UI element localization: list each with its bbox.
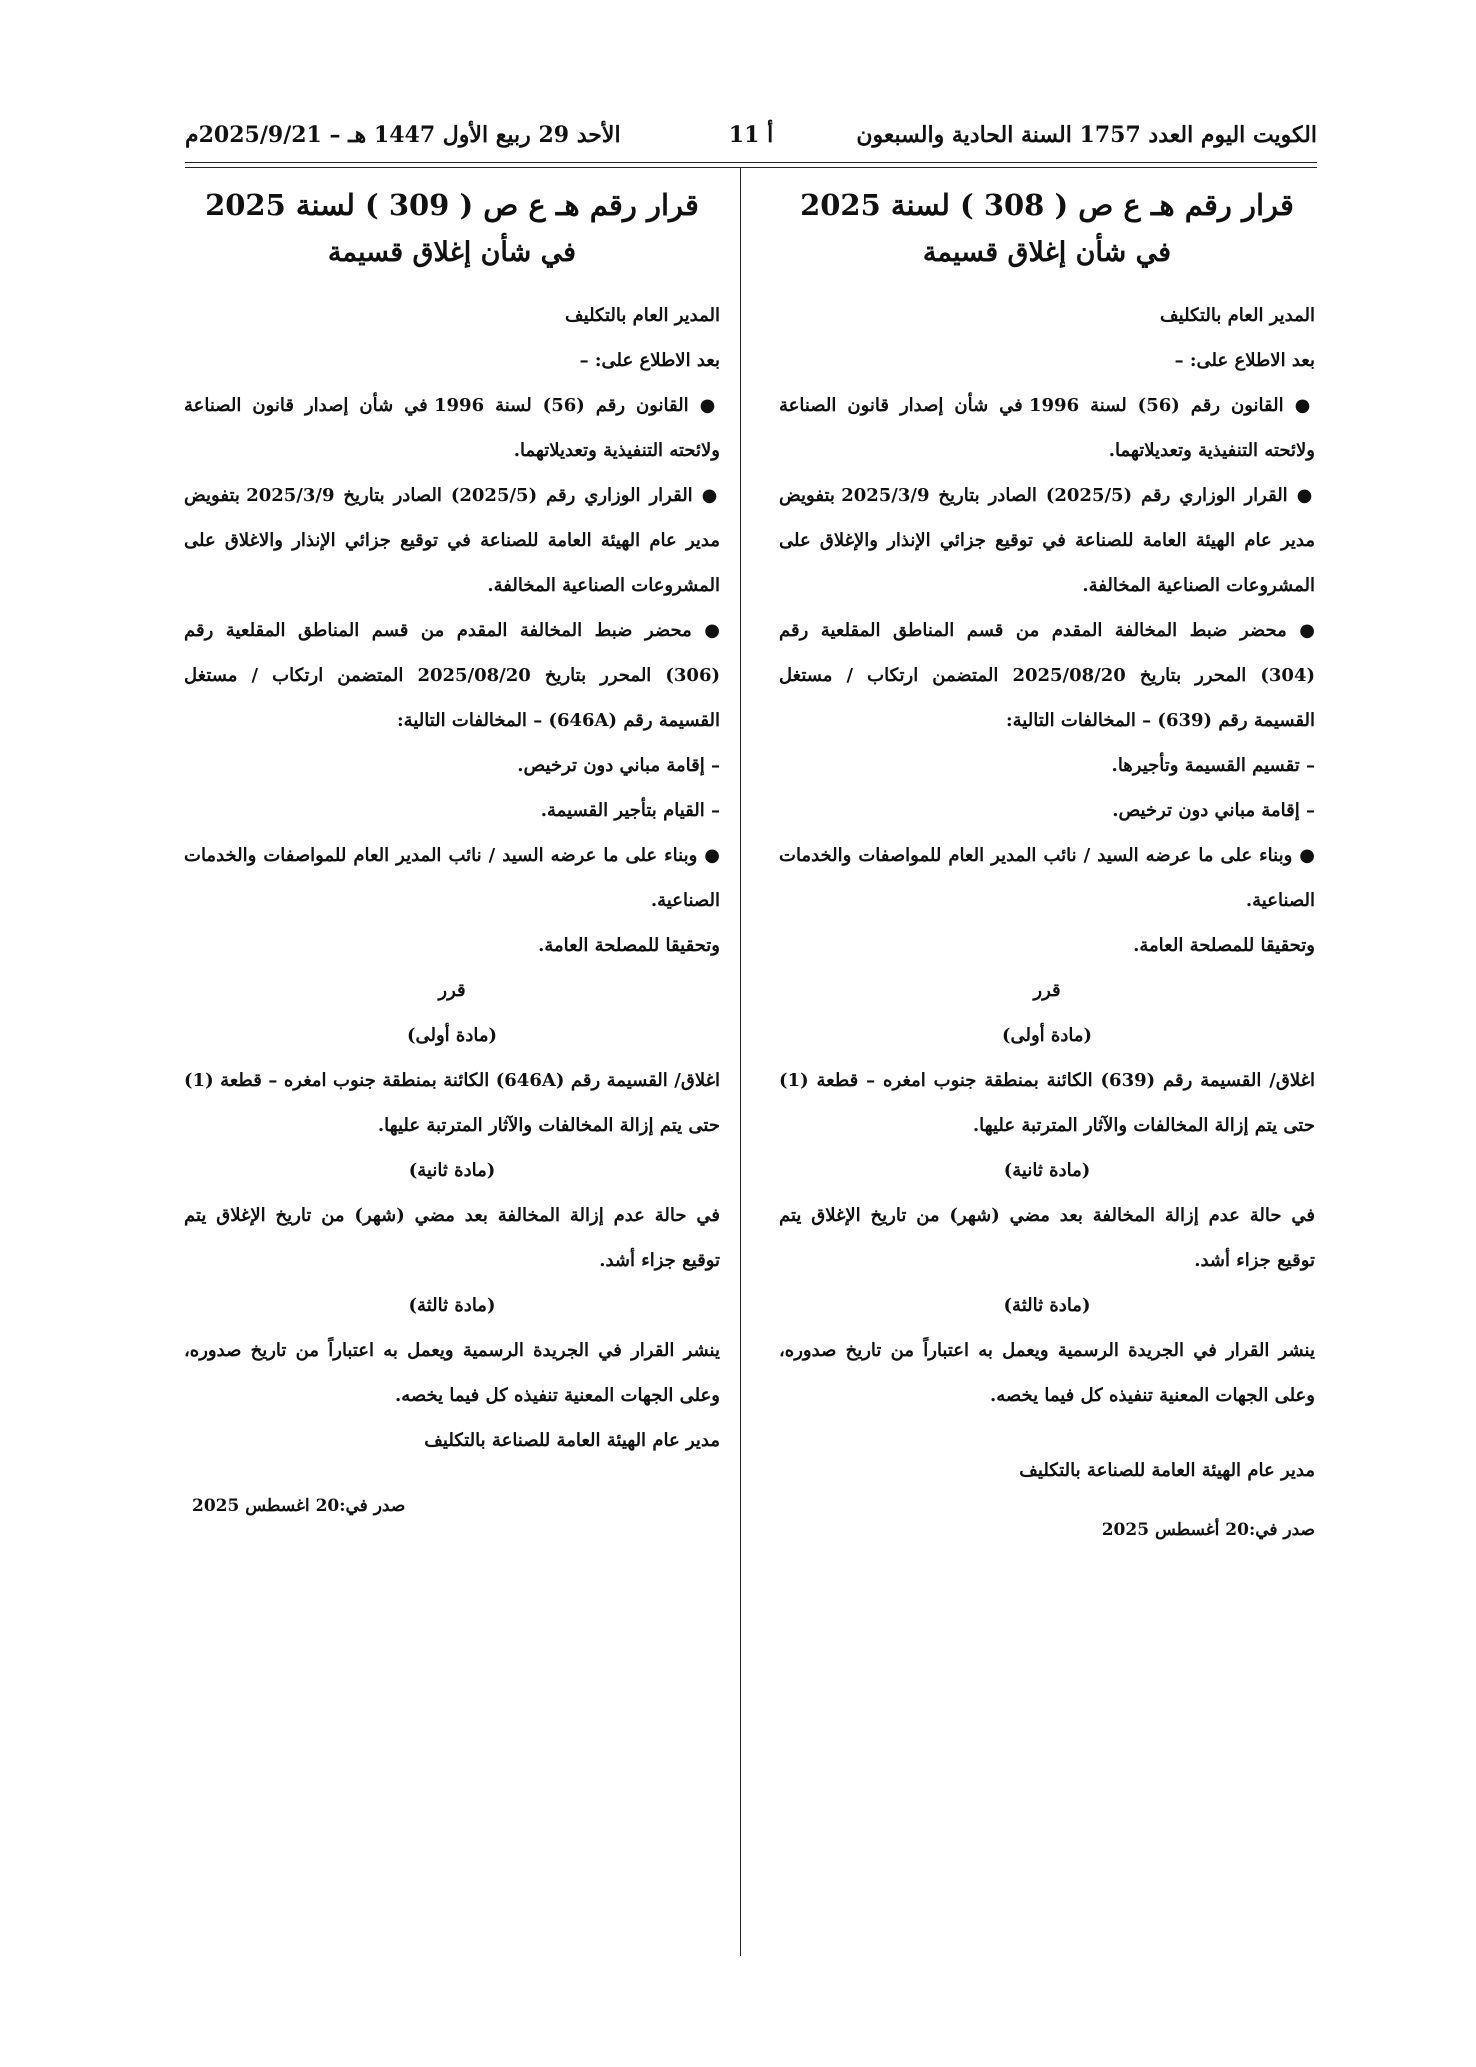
public-interest-line: وتحقيقا للمصلحة العامة. bbox=[1133, 935, 1315, 956]
article-heading: (مادة ثالثة) bbox=[408, 1295, 496, 1316]
after-review-line: بعد الاطلاع على: – bbox=[1174, 350, 1315, 371]
violation-item: – القيام بتأجير القسيمة. bbox=[540, 800, 720, 821]
preamble-item: ● محضر ضبط المخالفة المقدم من قسم المناطق المقلعية رقم (306) المحرر بتاريخ 2025/08/20 المتضمن ارتكاب / مستغل القسيمة رقم (646A) – المخالفات التالية: bbox=[184, 620, 721, 731]
article-text: اغلاق/ القسيمة رقم (646A) الكائنة بمنطقة جنوب امغره – قطعة (1) حتى يتم إزالة المخالفات والآثار المترتبة عليها. bbox=[184, 1070, 720, 1136]
header-date: الأحد 29 ربيع الأول 1447 هـ – 2025/9/21م bbox=[185, 122, 621, 148]
decision-title: قرار رقم هـ ع ص ( 309 ) لسنة 2025 bbox=[205, 188, 699, 222]
header-rule-bottom bbox=[185, 167, 1317, 168]
preamble-item: ● وبناء على ما عرضه السيد / نائب المدير العام للمواصفات والخدمات الصناعية. bbox=[184, 845, 720, 911]
header-issue-info: الكويت اليوم العدد 1757 السنة الحادية والسبعون bbox=[856, 122, 1317, 148]
column-divider bbox=[740, 168, 741, 1956]
article-heading: (مادة ثانية) bbox=[1003, 1160, 1091, 1181]
decision-subtitle: في شأن إغلاق قسيمة bbox=[922, 237, 1172, 268]
preamble-item: ● القرار الوزاري رقم (2025/5) الصادر بتاريخ 2025/3/9 بتفويض مدير عام الهيئة العامة للصناعة في توقيع جزائي الإنذار والإغلاق على المشروعات الصناعية المخالفة. bbox=[779, 485, 1315, 596]
violation-item: – تقسيم القسيمة وتأجيرها. bbox=[1111, 755, 1315, 776]
page-number: أ 11 bbox=[728, 122, 774, 148]
preamble-item: ● القانون رقم (56) لسنة 1996 في شأن إصدار قانون الصناعة ولائحته التنفيذية وتعديلاتهما. bbox=[184, 395, 720, 461]
decided-heading: قرر bbox=[438, 980, 466, 1001]
decision-title: قرار رقم هـ ع ص ( 308 ) لسنة 2025 bbox=[800, 188, 1294, 222]
issued-date: صدر في:20 اغسطس 2025 bbox=[192, 1496, 406, 1516]
article-text: ينشر القرار في الجريدة الرسمية ويعمل به اعتباراً من تاريخ صدوره، وعلى الجهات المعنية تنفيذه كل فيما يخصه. bbox=[779, 1340, 1315, 1406]
article-heading: (مادة ثالثة) bbox=[1003, 1295, 1091, 1316]
article-text: في حالة عدم إزالة المخالفة بعد مضي (شهر) من تاريخ الإغلاق يتم توقيع جزاء أشد. bbox=[184, 1205, 720, 1271]
violation-item: – إقامة مباني دون ترخيص. bbox=[517, 755, 720, 776]
decision-subtitle: في شأن إغلاق قسيمة bbox=[327, 237, 577, 268]
public-interest-line: وتحقيقا للمصلحة العامة. bbox=[538, 935, 720, 956]
decision-308-column bbox=[779, 185, 1315, 1545]
article-text: ينشر القرار في الجريدة الرسمية ويعمل به اعتباراً من تاريخ صدوره، وعلى الجهات المعنية تنفيذه كل فيما يخصه. bbox=[184, 1340, 720, 1406]
article-text: في حالة عدم إزالة المخالفة بعد مضي (شهر) من تاريخ الإغلاق يتم توقيع جزاء أشد. bbox=[779, 1205, 1315, 1271]
signature-line: مدير عام الهيئة العامة للصناعة بالتكليف bbox=[1019, 1460, 1315, 1481]
article-heading: (مادة أولى) bbox=[406, 1025, 498, 1046]
article-heading: (مادة أولى) bbox=[1001, 1025, 1093, 1046]
preamble-item: ● القرار الوزاري رقم (2025/5) الصادر بتاريخ 2025/3/9 بتفويض مدير عام الهيئة العامة للصناعة في توقيع جزائي الإنذار والاغلاق على المشروعات الصناعية المخالفة. bbox=[184, 485, 720, 596]
preamble-item: ● وبناء على ما عرضه السيد / نائب المدير العام للمواصفات والخدمات الصناعية. bbox=[779, 845, 1315, 911]
article-text: اغلاق/ القسيمة رقم (639) الكائنة بمنطقة جنوب امغره – قطعة (1) حتى يتم إزالة المخالفات والآثار المترتبة عليها. bbox=[779, 1070, 1315, 1136]
decision-309-column bbox=[184, 185, 720, 1521]
preamble-item: ● القانون رقم (56) لسنة 1996 في شأن إصدار قانون الصناعة ولائحته التنفيذية وتعديلاتهما. bbox=[779, 395, 1315, 461]
signature-line: مدير عام الهيئة العامة للصناعة بالتكليف bbox=[424, 1430, 720, 1451]
violation-item: – إقامة مباني دون ترخيص. bbox=[1112, 800, 1315, 821]
header-rule-top bbox=[185, 162, 1317, 163]
decided-heading: قرر bbox=[1033, 980, 1061, 1001]
page-header bbox=[185, 118, 1317, 158]
director-line: المدير العام بالتكليف bbox=[1160, 305, 1315, 326]
article-heading: (مادة ثانية) bbox=[408, 1160, 496, 1181]
issued-date: صدر في:20 أغسطس 2025 bbox=[1101, 1520, 1315, 1540]
after-review-line: بعد الاطلاع على: – bbox=[579, 350, 720, 371]
preamble-item: ● محضر ضبط المخالفة المقدم من قسم المناطق المقلعية رقم (304) المحرر بتاريخ 2025/08/20 المتضمن ارتكاب / مستغل القسيمة رقم (639) – المخالفات التالية: bbox=[779, 620, 1316, 731]
director-line: المدير العام بالتكليف bbox=[565, 305, 720, 326]
